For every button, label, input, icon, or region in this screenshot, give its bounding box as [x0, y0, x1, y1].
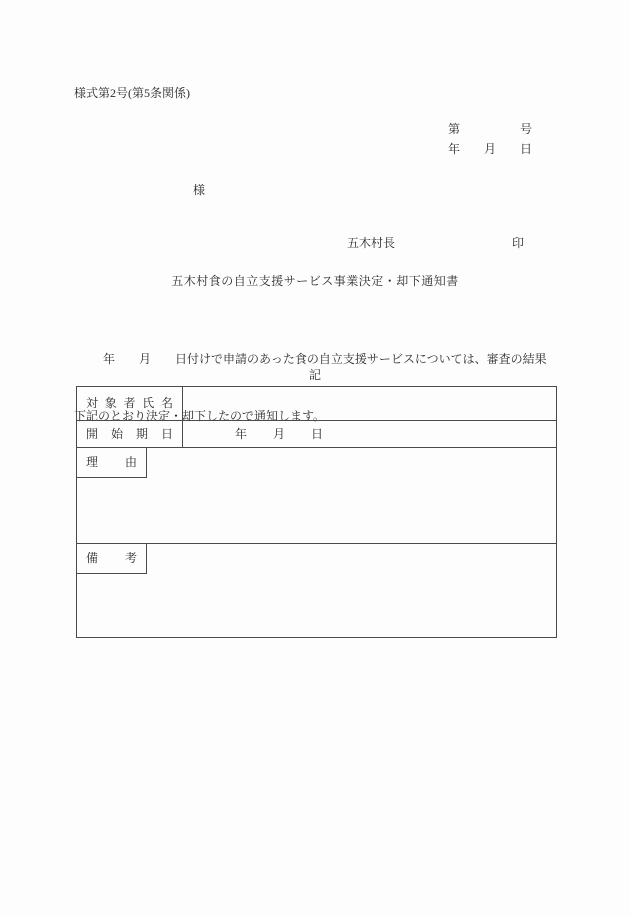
subject-name-value [183, 387, 556, 420]
date-month-label: 月 [483, 142, 496, 156]
start-date-label: 開始期日 [77, 421, 183, 447]
notice-table [76, 386, 557, 638]
record-heading: 記 [308, 368, 321, 382]
document-date-line [448, 140, 532, 157]
addressee-suffix: 様 [193, 183, 206, 197]
body-line-1: 年 月 日付けで申請のあった食の自立支援サービスについては、審査の結果 [103, 352, 547, 366]
start-date-year-label: 年 [235, 427, 248, 441]
start-date-value [183, 421, 556, 447]
start-date-day-label: 日 [311, 427, 324, 441]
date-day-label: 日 [519, 142, 532, 156]
docno-prefix: 第 [448, 122, 461, 136]
table-row-remarks [77, 544, 556, 637]
issuer-line [347, 234, 524, 251]
document-title: 五木村食の自立支援サービス事業決定・却下通知書 [171, 274, 459, 288]
date-year-label: 年 [448, 142, 461, 156]
start-date-month-label: 月 [273, 427, 286, 441]
table-row-start-date [77, 421, 556, 448]
body-line-2: 下記のとおり決定・却下したので通知します。 [74, 409, 326, 423]
table-row-subject-name [77, 387, 556, 421]
subject-name-label: 対象者氏名 [77, 387, 183, 420]
seal-mark: 印 [511, 236, 524, 250]
docno-suffix: 号 [519, 122, 532, 136]
remarks-label: 備考 [77, 544, 147, 574]
table-row-reason [77, 448, 556, 544]
form-number: 様式第2号(第5条関係) [74, 86, 190, 100]
reason-label: 理由 [77, 448, 147, 478]
document-number-line [448, 120, 532, 137]
issuer-name: 五木村長 [347, 236, 396, 250]
